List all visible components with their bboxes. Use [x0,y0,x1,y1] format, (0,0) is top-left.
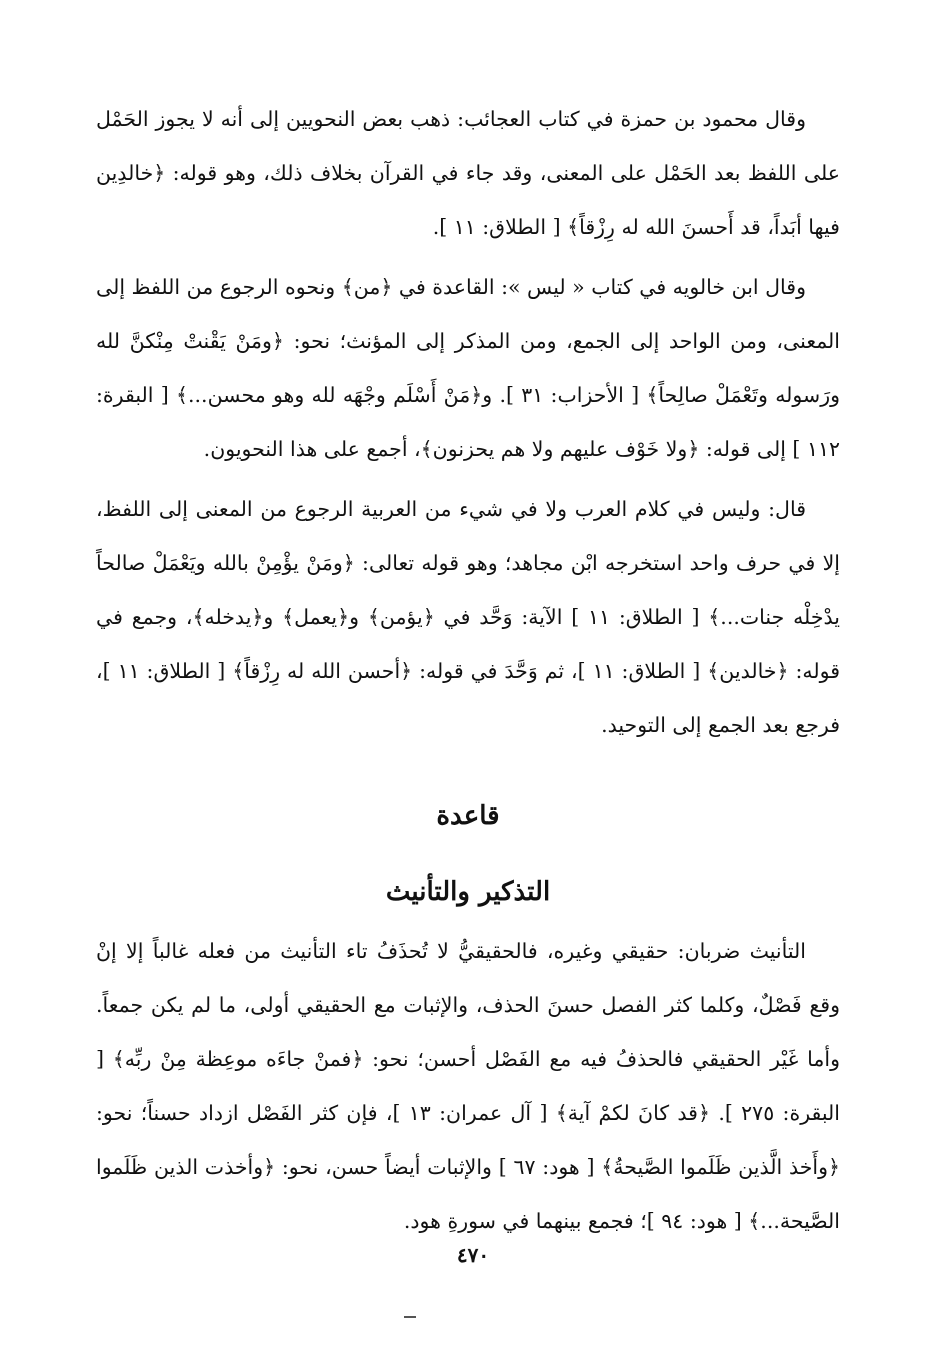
page-body [96,92,840,1248]
section-heading-topic: التذكير والتأنيث [385,877,551,907]
paragraph-feminine-types: التأنيث ضربان: حقيقي وغيره، فالحقيقيُّ لا تُحذَفُ تاء التأنيث من فعله غالباً إلا إنْ وقع فَصْلٌ، وكلما كثر الفصل حسنَ الحذف، والإثبات مع الحقيقي أولى، ما لم يكن جمعاً. وأما غَيْر الحقيقي فالحذفُ فيه مع الفَصْل أحسن؛ نحو: ﴿فمنْ جاءَه موعِظة مِنْ ربِّه﴾ [ البقرة: ٢٧٥ ]. ﴿قد كانَ لكمْ آية﴾ [ آل عمران: ١٣ ]، فإن كثر الفَصْل ازداد حسناً؛ نحو: ﴿وأَخذ الَّذين ظَلَموا الصَّيحةُ﴾ [ هود: ٦٧ ] والإثبات أيضاً حسن، نحو: ﴿وأخذت الذين ظَلَموا الصَّيحة...﴾ [ هود: ٩٤ ]؛ فجمع بينهما في سورةِ هود. [96,939,841,1233]
page-number: ٤٧٠ [456,1243,490,1267]
paragraph-ibn-khalawayh: وقال ابن خالويه في كتاب « ليس »: القاعدة في ﴿من﴾ ونحوه الرجوع من اللفظ إلى المعنى، ومن الواحد إلى الجمع، ومن المذكر إلى المؤنث؛ نحو: ﴿ومَنْ يَقْنتْ مِنْكنَّ لله ورَسوله وتَعْمَلْ صالِحاً﴾ [ الأحزاب: ٣١ ]. و﴿مَنْ أَسْلَم وجْهَه لله وهو محسن...﴾ [ البقرة: ١١٢ ] إلى قوله: ﴿ولا خَوْف عليهم ولا هم يحزنون﴾، أجمع على هذا النحويون. [96,275,840,461]
paragraph-ibn-mujahid: قال: وليس في كلام العرب ولا في شيء من العربية الرجوع من المعنى إلى اللفظ، إلا في حرف واحد استخرجه ابْن مجاهد؛ وهو قوله تعالى: ﴿ومَنْ يؤْمِنْ بالله ويَعْمَلْ صالحاً يدْخِلْه جنات...﴾ [ الطلاق: ١١ ] الآية: وَحَّد في ﴿يؤمن﴾ و﴿يعمل﴾ و﴿يدخله﴾، وجمع في قوله: ﴿خالدين﴾ [ الطلاق: ١١ ]، ثم وَحَّدَ في قوله: ﴿أحسن الله له رِزْقاً﴾ [ الطلاق: ١١ ]، فرجع بعد الجمع إلى التوحيد. [96,497,840,737]
section-heading-rule: قاعدة [436,801,500,831]
paragraph-mahmud-ibn-hamza: وقال محمود بن حمزة في كتاب العجائب: ذهب بعض النحويين إلى أنه لا يجوز الحَمْل على اللفظ بعد الحَمْل على المعنى، وقد جاء في القرآن بخلاف ذلك، وهو قوله: ﴿خالدِين فيها أبَداً، قد أَحسنَ الله له رِزْقاً﴾ [ الطلاق: ١١ ]. [96,107,840,239]
bottom-divider [404,1316,416,1318]
